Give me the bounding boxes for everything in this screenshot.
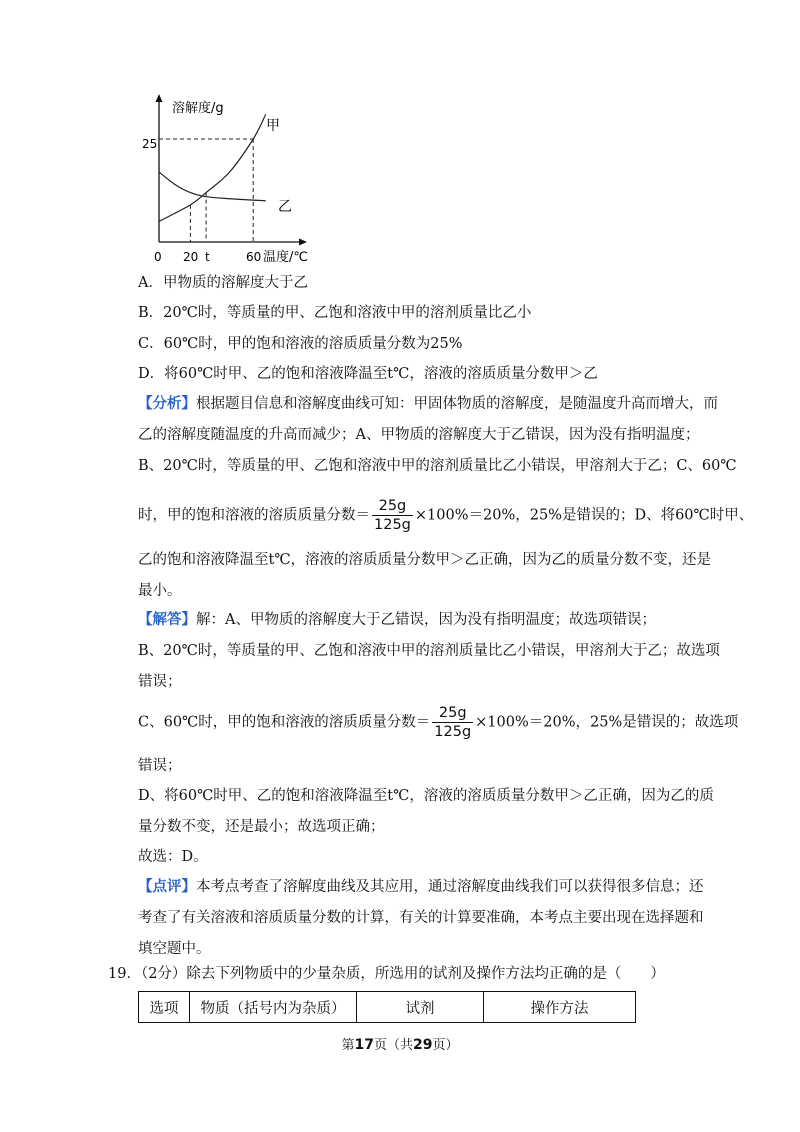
fraction-numerator: 25g bbox=[432, 704, 473, 723]
answer-formula-post: ×100%＝20%，25%是错误的；故选项 bbox=[475, 714, 739, 731]
answer-line-1 bbox=[138, 610, 656, 630]
x-axis-label: 温度/℃ bbox=[263, 249, 308, 262]
table-header-row bbox=[139, 992, 636, 1023]
fraction-denominator: 125g bbox=[434, 724, 472, 740]
footer-text: 页（共 bbox=[373, 1038, 413, 1053]
answer-line-2: B、20℃时，等质量的甲、乙饱和溶液中甲的溶剂质量比乙小错误，甲溶剂大于乙；故选项 bbox=[138, 643, 720, 659]
y-axis-label: 溶解度/g bbox=[172, 101, 224, 116]
page-footer bbox=[0, 1034, 800, 1053]
option-a: A．甲物质的溶解度大于乙 bbox=[138, 275, 308, 291]
solubility-chart bbox=[140, 92, 310, 262]
table-header-cell: 选项 bbox=[139, 992, 190, 1023]
total-page-number: 29 bbox=[413, 1037, 433, 1053]
comment-tag: 【点评】 bbox=[138, 878, 196, 895]
table-header-cell: 操作方法 bbox=[484, 992, 636, 1023]
analysis-line-1 bbox=[138, 394, 718, 414]
y-axis-arrow bbox=[156, 94, 163, 102]
option-b: B．20℃时，等质量的甲、乙饱和溶液中甲的溶剂质量比乙小 bbox=[138, 305, 532, 321]
comment-line-2: 考查了有关溶液和溶质质量分数的计算，有关的计算要准确，本考点主要出现在选择题和 bbox=[138, 910, 704, 926]
series-line-yi bbox=[159, 172, 266, 201]
answer-line-5: 错误； bbox=[138, 758, 182, 774]
answer-line-7: 量分数不变，还是最小；故选项正确； bbox=[138, 819, 385, 835]
answer-formula-pre: C、60℃时，甲的饱和溶液的溶质质量分数＝ bbox=[138, 714, 431, 731]
fraction-numerator: 25g bbox=[372, 497, 413, 516]
answer-line-4 bbox=[138, 704, 738, 741]
answer-text-1: 解：A、甲物质的溶解度大于乙错误，因为没有指明温度；故选项错误； bbox=[196, 612, 656, 628]
comment-line-1 bbox=[138, 877, 704, 897]
comment-line-3: 填空题中。 bbox=[138, 941, 211, 957]
answer-fraction bbox=[432, 704, 473, 741]
option-d: D．将60℃时甲、乙的饱和溶液降温至t℃，溶液的溶质质量分数甲＞乙 bbox=[138, 366, 598, 382]
option-c: C．60℃时，甲的饱和溶液的溶质质量分数为25% bbox=[138, 336, 463, 352]
current-page-number: 17 bbox=[354, 1037, 374, 1053]
table-header-cell: 试剂 bbox=[357, 992, 484, 1023]
footer-text: 页） bbox=[432, 1038, 459, 1053]
answer-tag: 【解答】 bbox=[138, 611, 196, 628]
analysis-line-3: B、20℃时，等质量的甲、乙饱和溶液中甲的溶剂质量比乙小错误，甲溶剂大于乙；C、60℃ bbox=[138, 458, 737, 474]
analysis-text-1: 根据题目信息和溶解度曲线可知：甲固体物质的溶解度，是随温度升高而增大，而 bbox=[196, 396, 718, 412]
analysis-formula-post: ×100%＝20%，25%是错误的；D、将60℃时甲、 bbox=[414, 507, 754, 524]
x-tick-60: 60 bbox=[246, 249, 262, 262]
analysis-tag: 【分析】 bbox=[138, 395, 196, 412]
analysis-line-4 bbox=[138, 497, 753, 534]
footer-text: 第 bbox=[341, 1038, 355, 1053]
question-19: 19．（2分）除去下列物质中的少量杂质，所选用的试剂及操作方法均正确的是（ ） bbox=[108, 966, 665, 982]
analysis-fraction bbox=[372, 497, 413, 534]
comment-text-1: 本考点考查了溶解度曲线及其应用，通过溶解度曲线我们可以获得很多信息；还 bbox=[196, 879, 704, 895]
series-line-jia bbox=[159, 114, 266, 221]
analysis-line-5: 乙的饱和溶液降温至t℃，溶液的溶质质量分数甲＞乙正确，因为乙的质量分数不变，还是 bbox=[138, 552, 712, 568]
analysis-line-6: 最小。 bbox=[138, 583, 182, 599]
analysis-line-2: 乙的溶解度随温度的升高而减少；A、甲物质的溶解度大于乙错误，因为没有指明温度； bbox=[138, 427, 700, 443]
answer-line-6: D、将60℃时甲、乙的饱和溶液降温至t℃，溶液的溶质质量分数甲＞乙正确，因为乙的质 bbox=[138, 788, 714, 804]
answer-line-3: 错误； bbox=[138, 674, 182, 690]
x-tick-0: 0 bbox=[154, 249, 162, 262]
y-tick-25: 25 bbox=[142, 137, 158, 151]
x-axis-arrow bbox=[299, 239, 307, 246]
series-label-yi: 乙 bbox=[278, 199, 292, 215]
series-label-jia: 甲 bbox=[266, 118, 280, 134]
analysis-formula-pre: 时，甲的饱和溶液的溶质质量分数＝ bbox=[138, 507, 370, 524]
x-tick-t: t bbox=[205, 249, 210, 262]
answer-line-8: 故选：D。 bbox=[138, 849, 208, 865]
fraction-denominator: 125g bbox=[374, 517, 411, 533]
x-tick-20: 20 bbox=[183, 249, 199, 262]
table-header-cell: 物质（括号内为杂质） bbox=[190, 992, 357, 1023]
question-19-table bbox=[138, 991, 636, 1023]
